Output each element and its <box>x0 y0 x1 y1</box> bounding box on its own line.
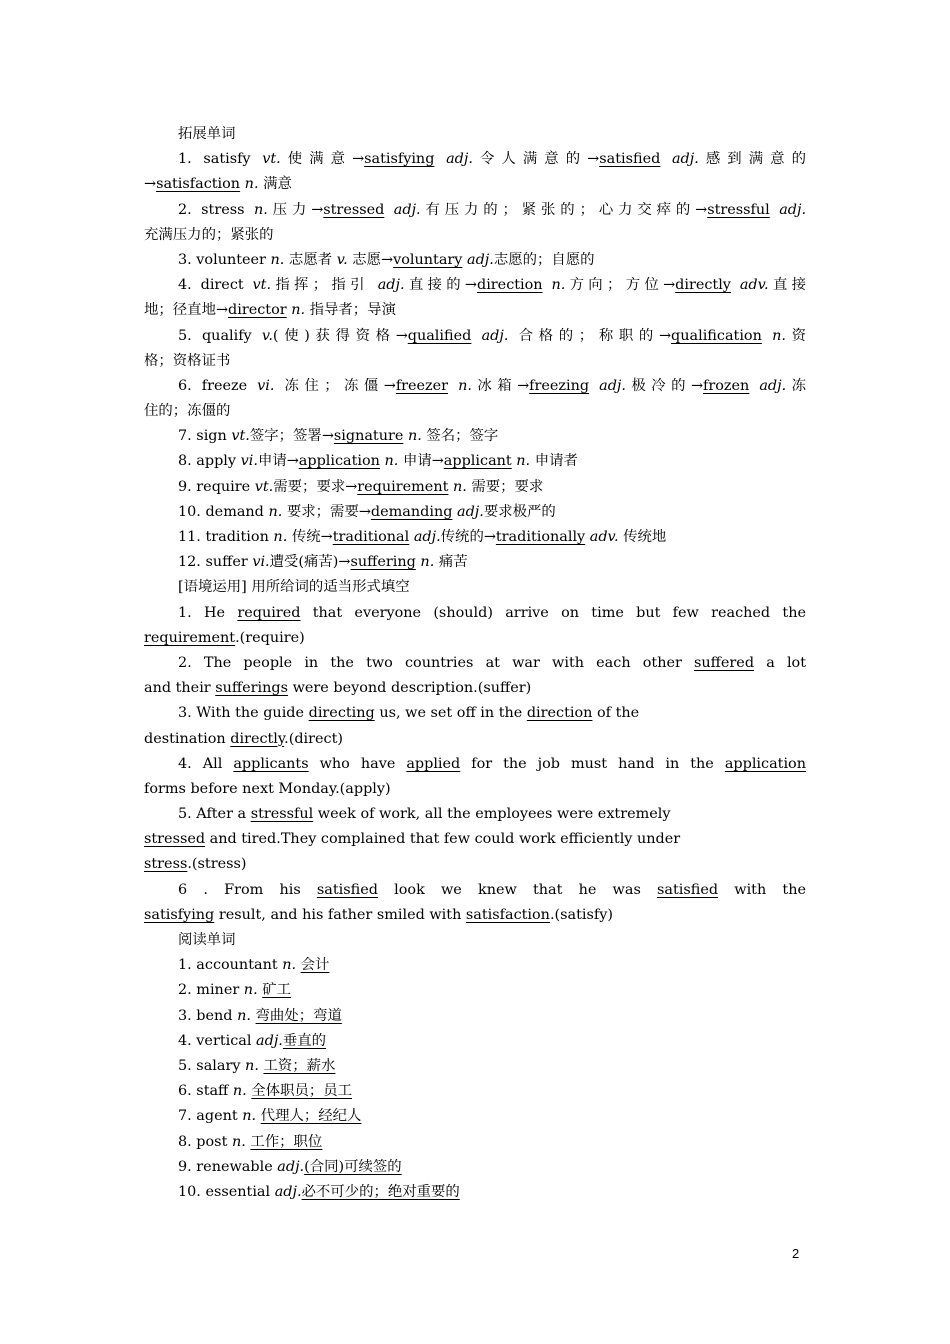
text-run: 充满压力的；紧张的 <box>144 226 274 243</box>
text-line <box>144 601 806 626</box>
answer-word: 矿工 <box>262 982 292 999</box>
answer-word: 垂直的 <box>282 1032 327 1049</box>
text-line <box>144 172 806 197</box>
text-run <box>660 151 672 167</box>
text-line <box>144 953 806 978</box>
text-line <box>144 1004 806 1029</box>
answer-word: satisfaction <box>156 176 241 193</box>
text-run: 6 . From his <box>178 881 317 898</box>
answer-word: requirement <box>357 478 449 495</box>
text-run: 申请→ <box>398 453 444 470</box>
text-run: 1. He <box>178 604 238 621</box>
answer-word: frozen <box>703 377 750 394</box>
answer-word: satisfying <box>144 906 215 923</box>
answer-word: 工作；职位 <box>250 1133 323 1150</box>
text-run: 直接的→ <box>404 277 477 294</box>
text-line <box>144 1180 806 1205</box>
text-line <box>144 1054 806 1079</box>
text-line <box>144 122 806 147</box>
text-run: 5. After a <box>178 806 251 823</box>
text-run: 压力→ <box>267 201 324 218</box>
text-run: 1. accountant <box>178 957 283 974</box>
part-of-speech: n. <box>516 453 531 470</box>
answer-word: 会计 <box>300 957 330 974</box>
part-of-speech: n. <box>407 428 422 445</box>
answer-word: requirement <box>144 629 236 646</box>
part-of-speech: adj. <box>759 377 787 394</box>
answer-word: stressful <box>707 201 770 218</box>
part-of-speech: v. <box>336 251 348 268</box>
answer-word: applicants <box>233 755 309 772</box>
text-run <box>434 151 446 167</box>
text-line <box>144 298 806 323</box>
answer-word: directly <box>230 730 285 747</box>
answer-word: satisfaction <box>465 906 550 923</box>
part-of-speech: adj. <box>446 151 473 168</box>
text-run: with the <box>718 881 806 898</box>
text-line <box>144 1029 806 1054</box>
answer-word: sufferings <box>215 680 289 697</box>
part-of-speech: n. <box>384 453 399 470</box>
part-of-speech: n. <box>270 251 285 268</box>
part-of-speech: vi. <box>257 377 275 394</box>
answer-word: qualification <box>671 327 762 344</box>
text-run: [语境运用] 用所给词的适当形式填空 <box>178 579 410 596</box>
text-line <box>144 1130 806 1155</box>
answer-word: 弯曲处；弯道 <box>255 1007 342 1024</box>
text-line <box>144 500 806 525</box>
text-run: 5. salary <box>178 1057 246 1074</box>
text-run: 志愿的；自愿的 <box>493 251 595 268</box>
part-of-speech: adj. <box>779 201 806 218</box>
answer-word: stressed <box>323 201 385 218</box>
part-of-speech: adj. <box>393 201 421 218</box>
answer-word: signature <box>333 428 404 445</box>
part-of-speech: v. <box>261 327 273 344</box>
text-run: a lot <box>754 654 806 671</box>
text-line <box>144 903 806 928</box>
answer-word: (合同)可续签的 <box>304 1158 402 1175</box>
text-run: forms before next Monday.(apply) <box>144 780 391 797</box>
text-run: 满意 <box>258 176 292 193</box>
text-run: 指挥；指引 <box>271 277 378 294</box>
text-run: 5. qualify <box>178 327 262 344</box>
answer-word: satisfied <box>316 881 378 898</box>
answer-word: application <box>724 755 806 772</box>
text-run: 住的；冻僵的 <box>144 403 231 420</box>
text-run: 签字；签署→ <box>249 428 334 445</box>
text-line <box>144 550 806 575</box>
text-run: 阅读单词 <box>178 932 236 948</box>
answer-word: required <box>237 604 301 621</box>
answer-word: freezing <box>529 377 590 394</box>
part-of-speech: adj. <box>481 327 509 344</box>
text-run: 方向；方位→ <box>565 277 676 294</box>
text-line <box>144 727 806 752</box>
part-of-speech: adj. <box>671 151 699 168</box>
answer-word: qualified <box>407 327 472 344</box>
document-body <box>144 122 806 1205</box>
part-of-speech: vt. <box>262 151 281 168</box>
text-run: .(require) <box>235 629 305 646</box>
text-run: destination <box>144 730 231 747</box>
text-run: 极冷的→ <box>625 377 704 394</box>
answer-word: directing <box>308 705 375 722</box>
text-run: (使)获得资格→ <box>272 327 408 344</box>
text-run: 7. sign <box>178 428 232 445</box>
text-run: 拓展单词 <box>178 126 236 142</box>
part-of-speech: adj. <box>274 1183 302 1200</box>
text-run: 6. freeze <box>178 377 258 394</box>
answer-word: 全体职员；员工 <box>251 1083 353 1100</box>
text-line <box>144 928 806 953</box>
text-run: 冰箱→ <box>471 377 530 394</box>
text-run: 遭受(痛苦)→ <box>269 554 351 571</box>
text-run: 令人满意的→ <box>472 151 600 168</box>
text-run: 地；径直地→ <box>144 302 229 319</box>
text-line <box>144 198 806 223</box>
text-line <box>144 752 806 777</box>
answer-word: 代理人；经纪人 <box>260 1108 362 1125</box>
part-of-speech: n. <box>243 982 258 999</box>
text-line <box>144 852 806 877</box>
text-run: 3. With the guide <box>178 705 309 722</box>
text-run: 9. require <box>178 478 255 495</box>
part-of-speech: n. <box>231 1133 246 1150</box>
text-run: 签名；签字 <box>421 428 499 445</box>
text-run: and their <box>144 680 216 697</box>
answer-word: suffering <box>350 554 416 571</box>
part-of-speech: vt. <box>231 428 250 445</box>
text-run: 6. staff <box>178 1083 233 1100</box>
text-run: 2. The people in the two countries at war with each other <box>178 654 695 671</box>
text-line <box>144 701 806 726</box>
text-line <box>144 575 806 600</box>
text-run: week of work, all the employees were extremely <box>313 806 671 823</box>
text-run: 感到满意的 <box>698 151 806 168</box>
text-run: 2. stress <box>178 201 254 218</box>
part-of-speech: adj. <box>413 529 441 545</box>
text-run: for the job must hand in the <box>460 755 725 772</box>
answer-word: 必不可少的；绝对重要的 <box>301 1183 460 1200</box>
text-run <box>589 378 599 394</box>
part-of-speech: n. <box>273 529 288 545</box>
text-run: of the <box>592 705 640 722</box>
answer-word: application <box>298 453 380 470</box>
part-of-speech: adj. <box>599 377 626 394</box>
text-line <box>144 1104 806 1129</box>
answer-word: satisfied <box>599 151 661 168</box>
answer-word: stress <box>144 856 188 873</box>
answer-word: applied <box>406 755 461 772</box>
answer-word: stressful <box>250 806 314 823</box>
text-line <box>144 248 806 273</box>
part-of-speech: vt. <box>254 478 274 495</box>
text-run: 指导者；导演 <box>305 302 396 319</box>
text-run <box>471 328 481 344</box>
part-of-speech: n. <box>244 176 259 193</box>
text-line <box>144 273 806 298</box>
text-run: 10. demand <box>178 503 269 520</box>
text-run: 3. bend <box>178 1007 238 1024</box>
text-line <box>144 525 806 550</box>
text-run: 申请→ <box>257 453 299 470</box>
part-of-speech: adj. <box>457 503 484 520</box>
part-of-speech: n. <box>242 1108 257 1125</box>
part-of-speech: adj. <box>277 1158 305 1175</box>
answer-word: voluntary <box>393 251 463 268</box>
text-run <box>762 328 772 344</box>
text-run: us, we set off in the <box>374 705 527 722</box>
text-run: 痛苦 <box>434 554 468 571</box>
text-run: 12. suffer <box>178 554 253 571</box>
part-of-speech: n. <box>420 554 435 571</box>
part-of-speech: n. <box>458 377 472 394</box>
answer-word: satisfied <box>657 881 719 898</box>
text-line <box>144 878 806 903</box>
answer-word: traditionally <box>495 529 586 545</box>
part-of-speech: vi. <box>252 554 270 571</box>
text-run: 需要；要求→ <box>273 478 358 495</box>
answer-word: traditional <box>332 529 410 545</box>
text-run: 使满意→ <box>280 151 365 168</box>
text-run: 格；资格证书 <box>144 352 231 369</box>
answer-word: 工资；薪水 <box>263 1057 336 1074</box>
text-line <box>144 374 806 399</box>
answer-word: direction <box>526 705 593 722</box>
text-run: 11. tradition <box>178 529 274 545</box>
text-run: 志愿者 <box>284 251 337 268</box>
text-run: 8. post <box>178 1133 232 1150</box>
text-run: were beyond description.(suffer) <box>288 680 532 697</box>
text-line <box>144 978 806 1003</box>
text-run: → <box>144 176 157 193</box>
text-run <box>770 202 779 218</box>
text-run: 传统地 <box>618 529 667 545</box>
text-run: 申请者 <box>530 453 578 470</box>
answer-word: freezer <box>395 377 449 394</box>
part-of-speech: n. <box>772 327 786 344</box>
text-line <box>144 475 806 500</box>
text-line <box>144 676 806 701</box>
text-line <box>144 147 806 172</box>
answer-word: satisfying <box>364 151 435 168</box>
text-run: 4. vertical <box>178 1032 257 1049</box>
part-of-speech: n. <box>245 1057 259 1074</box>
text-run: 要求；需要→ <box>282 503 371 520</box>
text-line <box>144 651 806 676</box>
text-run: 8. apply <box>178 453 241 470</box>
text-run: 传统的→ <box>440 529 496 545</box>
text-run: look we knew that he was <box>377 881 658 898</box>
text-run <box>731 277 740 293</box>
text-line <box>144 349 806 374</box>
text-run: 资 <box>785 327 806 344</box>
text-line <box>144 1079 806 1104</box>
text-line <box>144 1155 806 1180</box>
answer-word: suffered <box>694 654 755 671</box>
part-of-speech: vt. <box>252 277 272 294</box>
text-run: 4. direct <box>178 277 253 294</box>
part-of-speech: adv. <box>589 529 619 545</box>
text-run: .(stress) <box>187 856 247 873</box>
part-of-speech: n. <box>237 1007 251 1024</box>
part-of-speech: adj. <box>467 251 494 268</box>
part-of-speech: n. <box>253 201 268 218</box>
text-line <box>144 424 806 449</box>
text-run: 冻住；冻僵→ <box>274 377 396 394</box>
answer-word: direction <box>476 277 543 294</box>
text-run: 冻 <box>786 377 806 394</box>
text-run: 需要；要求 <box>466 478 544 495</box>
text-run: 传统→ <box>287 529 333 545</box>
text-run: 志愿→ <box>347 251 394 268</box>
text-run: 合格的；称职的→ <box>508 327 672 344</box>
part-of-speech: n. <box>452 478 467 495</box>
text-run: 1. satisfy <box>178 151 263 168</box>
text-line <box>144 827 806 852</box>
text-line <box>144 777 806 802</box>
part-of-speech: n. <box>291 302 306 319</box>
text-run: 4. All <box>178 755 234 772</box>
text-run: 2. miner <box>178 982 244 999</box>
text-run: 9. renewable <box>178 1158 278 1175</box>
answer-word: applicant <box>443 453 512 470</box>
text-run: who have <box>308 755 407 772</box>
text-run: 10. essential <box>178 1183 275 1200</box>
part-of-speech: vi. <box>240 453 258 470</box>
text-run: .(direct) <box>284 730 343 747</box>
text-run: 有压力的；紧张的；心力交瘁的→ <box>420 201 708 218</box>
answer-word: stressed <box>144 831 206 848</box>
text-run: that everyone (should) arrive on time but few reached the <box>300 604 806 621</box>
text-run: 3. volunteer <box>178 251 271 268</box>
answer-word: director <box>228 302 287 319</box>
part-of-speech: n. <box>282 957 297 974</box>
text-line <box>144 449 806 474</box>
answer-word: demanding <box>370 503 453 520</box>
text-run: 要求极严的 <box>483 503 556 520</box>
part-of-speech: n. <box>232 1083 247 1100</box>
page-number: 2 <box>792 1246 800 1261</box>
text-run: .(satisfy) <box>549 906 613 923</box>
text-line <box>144 399 806 424</box>
text-run <box>749 378 759 394</box>
text-run: 7. agent <box>178 1108 243 1125</box>
part-of-speech: adj. <box>256 1032 283 1049</box>
text-run: and tired.They complained that few could work efficiently under <box>205 831 681 848</box>
text-line <box>144 324 806 349</box>
text-line <box>144 626 806 651</box>
part-of-speech: n. <box>551 277 566 294</box>
part-of-speech: adv. <box>739 277 769 294</box>
part-of-speech: n. <box>268 503 283 520</box>
text-run: result, and his father smiled with <box>214 906 466 923</box>
text-run <box>448 378 458 394</box>
text-line <box>144 223 806 248</box>
text-line <box>144 802 806 827</box>
text-run: 直接 <box>768 277 806 294</box>
text-run <box>384 202 393 218</box>
part-of-speech: adj. <box>377 277 405 294</box>
answer-word: directly <box>675 277 731 294</box>
